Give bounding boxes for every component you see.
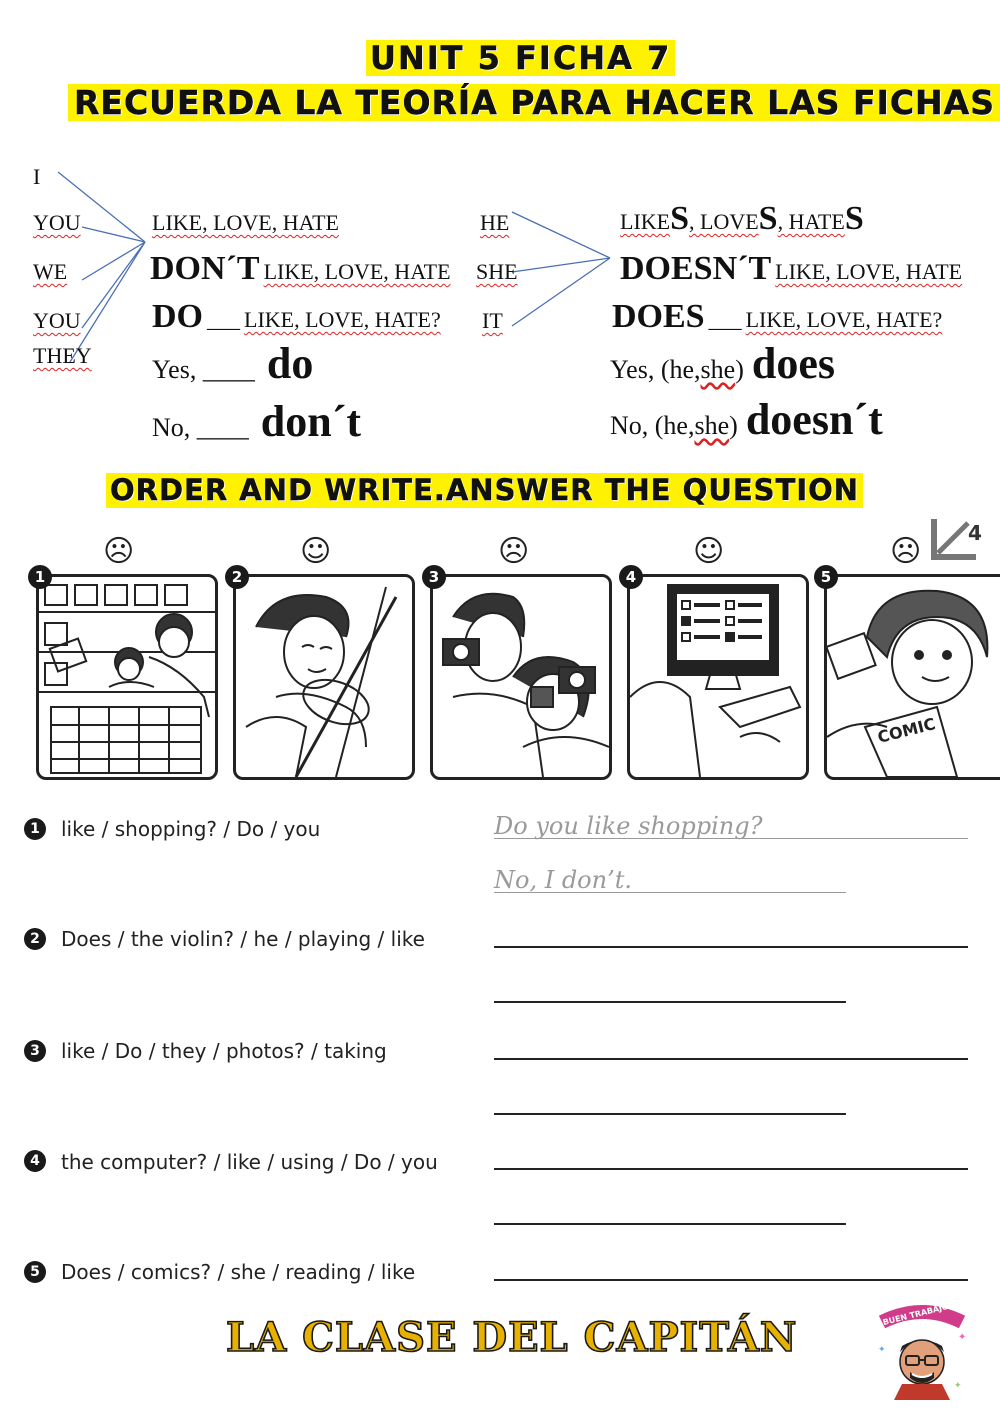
example-answer-reply: No, I don’t. bbox=[494, 866, 632, 894]
yes-prefix-3p: Yes, (he, bbox=[610, 355, 701, 384]
yes-prefix: Yes, ____ bbox=[152, 355, 255, 384]
exercise-prompt: Does / comics? / she / reading / like bbox=[61, 1260, 416, 1284]
question-verbs: LIKE, LOVE, HATE? bbox=[244, 307, 441, 332]
picture-violin bbox=[233, 574, 415, 780]
question-verbs-3p: LIKE, LOVE, HATE? bbox=[745, 307, 943, 332]
exercise-number: 1 bbox=[24, 818, 46, 840]
pronoun-it: IT bbox=[482, 308, 503, 333]
answer-line-question[interactable] bbox=[494, 1279, 968, 1281]
yes-close: ) bbox=[735, 355, 744, 384]
section-title: ORDER AND WRITE.ANSWER THE QUESTION bbox=[106, 473, 863, 508]
affirmative-verbs: LIKE, LOVE, HATE bbox=[152, 210, 339, 235]
pronoun-you: YOU bbox=[33, 210, 81, 235]
suffix-s: S bbox=[758, 200, 778, 237]
yes-answer-3p: does bbox=[751, 339, 835, 388]
svg-text:✦: ✦ bbox=[878, 1345, 886, 1355]
picture-number: 2 bbox=[225, 565, 249, 589]
verb-love: , LOVE bbox=[689, 209, 759, 234]
sad-face-icon: ☹ bbox=[498, 534, 530, 569]
exercise-prompt: Does / the violin? / he / playing / like bbox=[61, 927, 425, 951]
negative-aux-3p: DOESN´T bbox=[620, 250, 772, 287]
exercise-prompt: like / shopping? / Do / you bbox=[61, 817, 321, 841]
question-blank-3p: ___ bbox=[708, 307, 742, 332]
happy-face-icon: ☺ bbox=[693, 534, 725, 569]
picture-number: 4 bbox=[619, 565, 643, 589]
negative-verbs: LIKE, LOVE, HATE bbox=[263, 259, 451, 284]
picture-computer bbox=[627, 574, 809, 780]
answer-line-question[interactable] bbox=[494, 946, 968, 948]
exercise-number: 5 bbox=[24, 1261, 46, 1283]
violin-icon bbox=[236, 577, 412, 777]
svg-text:✦: ✦ bbox=[954, 1381, 962, 1391]
answer-line[interactable] bbox=[494, 838, 968, 839]
question-aux: DO bbox=[152, 298, 203, 335]
camera-icon bbox=[433, 577, 609, 777]
pronoun-he: HE bbox=[480, 210, 510, 235]
shopping-icon bbox=[39, 577, 215, 777]
happy-face-icon: ☺ bbox=[300, 534, 332, 569]
third-person-yes bbox=[610, 338, 835, 389]
answer-line-question[interactable] bbox=[494, 1168, 968, 1170]
comic-label: COMIC bbox=[875, 714, 938, 747]
no-prefix: No, ____ bbox=[152, 413, 249, 442]
sad-face-icon: ☹ bbox=[103, 534, 135, 569]
no-answer: don´t bbox=[260, 397, 362, 446]
badge-label: BUEN TRABAJO bbox=[881, 1301, 950, 1328]
question-blank: ___ bbox=[207, 307, 240, 332]
corner-number: 4 bbox=[968, 521, 982, 545]
negative-verbs-3p: LIKE, LOVE, HATE bbox=[775, 259, 963, 284]
third-person-no bbox=[610, 394, 883, 445]
suffix-s: S bbox=[670, 200, 690, 237]
picture-number: 5 bbox=[814, 565, 838, 589]
exercise-number: 4 bbox=[24, 1150, 46, 1172]
no-prefix-3p: No, (he, bbox=[610, 411, 695, 440]
exercise-prompt: the computer? / like / using / Do / you bbox=[61, 1150, 438, 1174]
answer-line-reply[interactable] bbox=[494, 1113, 846, 1115]
answer-line[interactable] bbox=[494, 892, 846, 893]
answer-line-question[interactable] bbox=[494, 1058, 968, 1060]
badge-sticker bbox=[872, 1300, 972, 1400]
computer-icon bbox=[630, 577, 806, 777]
picture-number: 3 bbox=[422, 565, 446, 589]
corner-tab bbox=[928, 517, 1000, 563]
third-person-negative bbox=[620, 250, 962, 288]
comic-icon bbox=[827, 577, 1000, 777]
answer-line-reply[interactable] bbox=[494, 1223, 846, 1225]
suffix-s: S bbox=[844, 200, 864, 237]
exercise-prompt: like / Do / they / photos? / taking bbox=[61, 1039, 387, 1063]
negative-rule bbox=[150, 250, 451, 288]
verb-hate: , HATE bbox=[777, 209, 845, 234]
no-answer-3p: doesn´t bbox=[745, 395, 883, 444]
pronoun-they: THEY bbox=[33, 343, 92, 368]
negative-aux: DON´T bbox=[150, 250, 260, 287]
third-person-affirmative bbox=[620, 200, 864, 238]
pronoun-i: I bbox=[33, 164, 41, 189]
exercise-number: 2 bbox=[24, 928, 46, 950]
picture-number: 1 bbox=[28, 565, 52, 589]
page-title: UNIT 5 FICHA 7 bbox=[366, 40, 675, 76]
yes-answer: do bbox=[266, 339, 314, 388]
pronoun-you-plural: YOU bbox=[33, 308, 81, 333]
exercise-number: 3 bbox=[24, 1040, 46, 1062]
short-answer-no bbox=[152, 396, 361, 447]
sad-face-icon: ☹ bbox=[890, 534, 922, 569]
no-close: ) bbox=[729, 411, 738, 440]
example-answer-question: Do you like shopping? bbox=[494, 812, 763, 840]
picture-camera bbox=[430, 574, 612, 780]
no-she: she bbox=[694, 411, 730, 440]
pronoun-we: WE bbox=[33, 259, 68, 284]
svg-text:✦: ✦ bbox=[958, 1332, 967, 1343]
short-answer-yes bbox=[152, 338, 313, 389]
picture-shopping bbox=[36, 574, 218, 780]
answer-line-reply[interactable] bbox=[494, 1001, 846, 1003]
footer-brand: LA CLASE DEL CAPITÁN bbox=[226, 1314, 798, 1361]
page-subtitle: RECUERDA LA TEORÍA PARA HACER LAS FICHAS bbox=[68, 84, 1000, 121]
third-person-question bbox=[612, 298, 942, 336]
question-aux-3p: DOES bbox=[612, 298, 705, 335]
yes-she: she bbox=[700, 355, 736, 384]
picture-comic bbox=[824, 574, 1000, 780]
verb-like: LIKE bbox=[620, 209, 671, 234]
pronoun-she: SHE bbox=[476, 259, 518, 284]
question-rule bbox=[152, 298, 441, 336]
